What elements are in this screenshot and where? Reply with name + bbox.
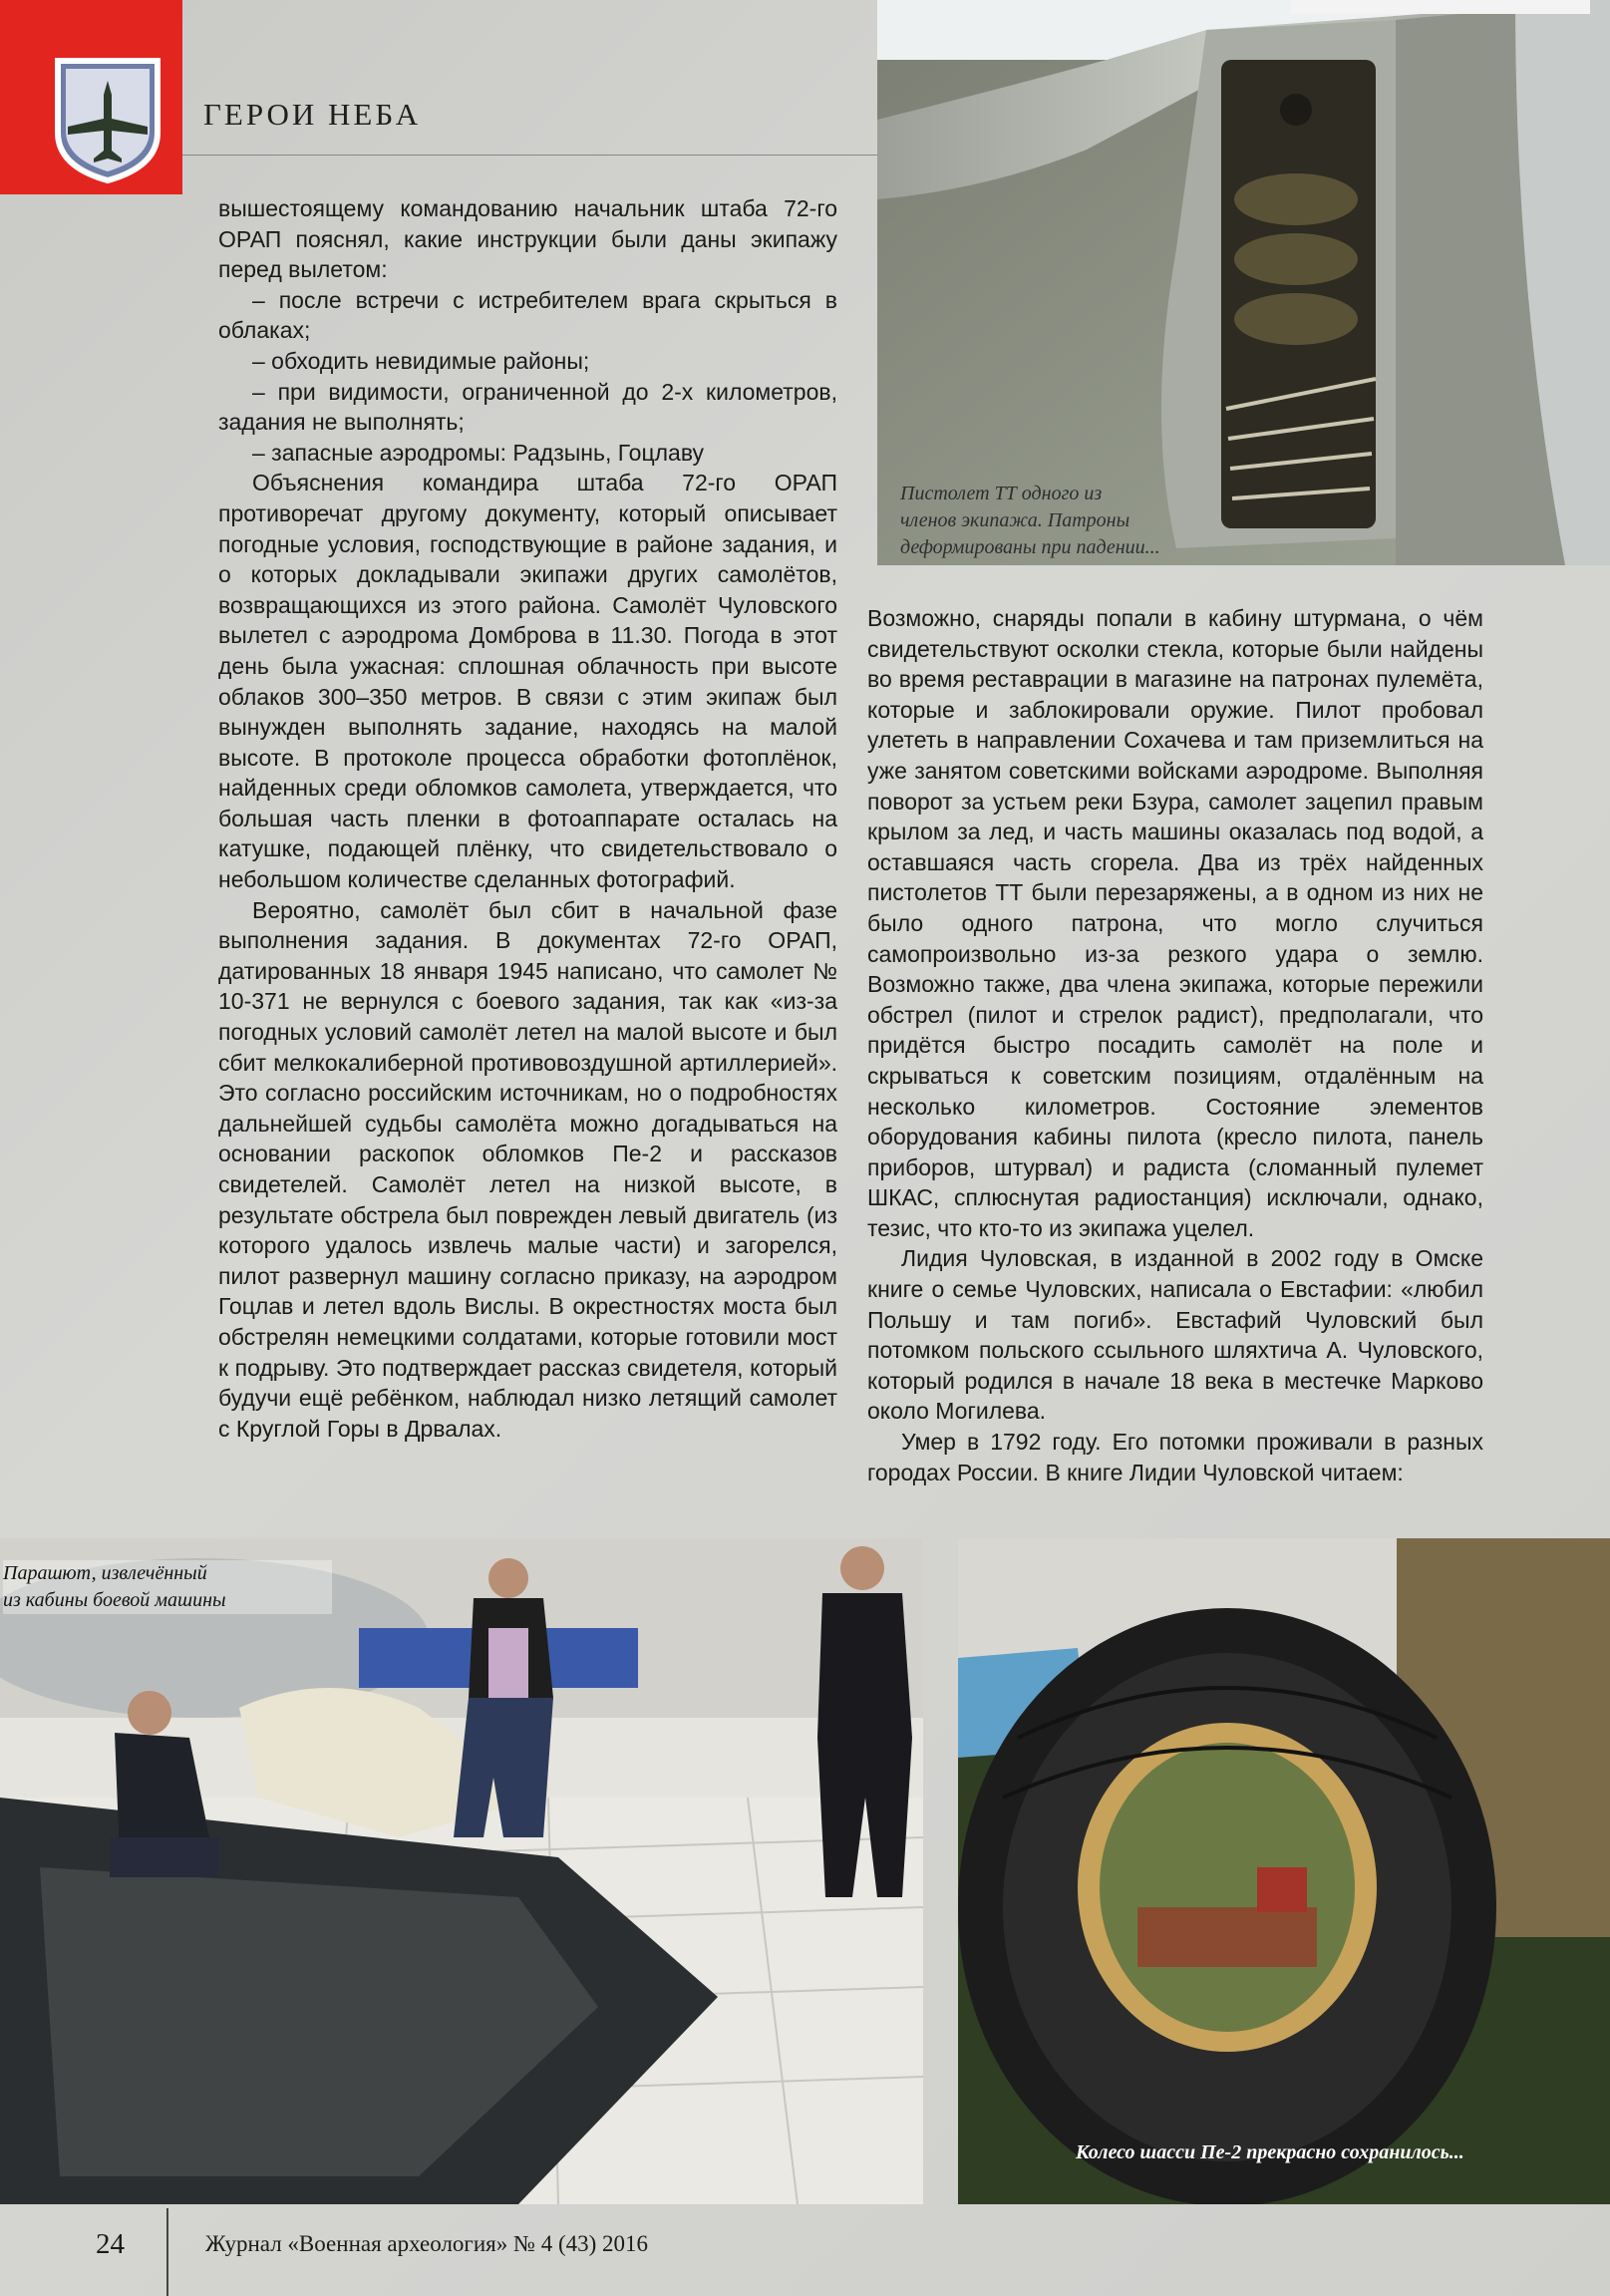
paragraph: вышестоящему командованию начальник штаба 72-го ОРАП пояснял, какие инструкции были даны экипажу перед вылетом:: [218, 195, 837, 283]
landing-wheel-photo-caption: Колесо шасси Пе-2 прекрасно сохранилось...: [1076, 2141, 1464, 2163]
paragraph: Вероятно, самолёт был сбит в начальной фазе выполнения задания. В документах 72-го ОРАП, датированных 18 января 1945 написано, что самолет № 10-371 не вернулся с боевого задания, так как «из-за погодных условий самолёт летел на малой высоте и был сбит мелкокалиберной противовоздушной артиллерией». Это согласно российским источникам, но о подробностях дальнейшей судьбы самолёта можно догадываться на основании раскопок обломков Пе-2 и рассказов свидетелей. Самолёт летел на низкой высоте, в результате обстрела был поврежден левый двигатель (из которого удалось извлечь малые части) и загорелся, пилот развернул машину согласно приказу, на аэродром Гоцлав и летел вдоль Вислы. В окрестностях моста был обстрелян немецкими солдатами, которые готовили мост к подрыву. Это подтверждает рассказ свидетеля, который будучи ещё ребёнком, наблюдал низко летящий самолет с Круглой Горы в Дрвалах.: [218, 896, 837, 1442]
paragraph: Умер в 1792 году. Его потомки проживали в разных городах России. В книге Лидии Чуловской читаем:: [867, 1429, 1483, 1485]
parachute-photo: [0, 1538, 923, 2204]
paragraph: Лидия Чуловская, в изданной в 2002 году в Омске книге о семье Чуловских, написала о Евстафии: «любил Польшу и там погиб». Евстафий Чуловский был потомком польского ссыльного шляхтича А. Чуловского, который родился в начале 18 века в местечке Марково около Могилева.: [867, 1245, 1483, 1425]
landing-wheel-photo: [958, 1538, 1610, 2204]
landing-wheel-photo-image: [958, 1538, 1610, 2204]
caption-line: Пистолет ТТ одного из: [900, 483, 1103, 504]
paragraph: Возможно, снаряды попали в кабину штурмана, о чём свидетельствуют осколки стекла, которые были найдены во время реставрации в магазине на патронах пулемёта, которые и заблокировали оружие. Пилот пробовал улететь в направлении Сохачева и там приземлиться на уже занятом советскими войсками аэродроме. Выполняя поворот за устьем реки Бзура, самолет зацепил правым крылом за лед, и часть машины оказалась под водой, а оставшаяся часть сгорела. Два из трёх найденных пистолетов ТТ были перезаряжены, а в одном из них не было одного патрона, что могло случиться самопроизвольно из-за резкого удара о землю. Возможно также, два члена экипажа, которые пережили обстрел (пилот и стрелок радист), предполагали, что придётся быстро посадить самолёт на поле и скрываться к советским позициям, отдалённым на несколько километров. Состояние элементов оборудования кабины пилота (кресло пилота, панель приборов, штурвал) и радиста (сломанный пулемет ШКАС, сплюснутая радиостанция) исключали, однако, тезис, что кто-то из экипажа уцелел.: [867, 605, 1483, 1241]
pistol-photo-caption: [900, 481, 1199, 561]
paragraph: – после встречи с истребителем врага скрыться в облаках;: [218, 286, 837, 344]
pistol-photo: [877, 0, 1610, 565]
caption-line: деформированы при падении...: [900, 536, 1160, 558]
left-text-column: [218, 193, 837, 1444]
caption-line: Парашют, извлечённый: [3, 1562, 207, 1584]
paragraph: Объяснения командира штаба 72-го ОРАП противоречат другому документу, который описывает погодные условия, господствующие в районе задания, и о которых докладывали экипажи других самолётов, возвращающихся из этого района. Самолёт Чуловского вылетел с аэродрома Домброва в 11.30. Погода в этот день была ужасная: сплошная облачность при высоте облаков 300–350 метров. В связи с этим экипаж был вынужден выполнять задание, находясь на малой высоте. В протоколе процесса обработки фотоплёнок, найденных среди обломков самолета, утверждается, что большая часть пленки в фотоаппарате осталась на катушке, подающей плёнку, что свидетельствовало о небольшом количестве сделанных фотографий.: [218, 470, 837, 893]
paragraph: – обходить невидимые районы;: [252, 347, 590, 374]
paragraph: – запасные аэродромы: Радзынь, Гоцлаву: [252, 439, 705, 466]
title-divider: [182, 155, 880, 156]
aircraft-shield-emblem: [52, 55, 163, 184]
paragraph: – при видимости, ограниченной до 2-х километров, задания не выполнять;: [218, 378, 837, 436]
footer-journal-title: Журнал «Военная археология» № 4 (43) 2016: [205, 2231, 649, 2256]
parachute-photo-caption: [3, 1560, 332, 1614]
caption-line: из кабины боевой машины: [3, 1589, 226, 1611]
caption-line: членов экипажа. Патроны: [900, 509, 1130, 531]
page-number: 24: [96, 2228, 125, 2260]
page-corner-tab: [1291, 0, 1590, 14]
footer-divider: [166, 2208, 168, 2296]
right-text-column: [867, 603, 1483, 1487]
parachute-photo-image: [0, 1538, 923, 2204]
section-title: ГЕРОИ НЕБА: [203, 97, 422, 132]
